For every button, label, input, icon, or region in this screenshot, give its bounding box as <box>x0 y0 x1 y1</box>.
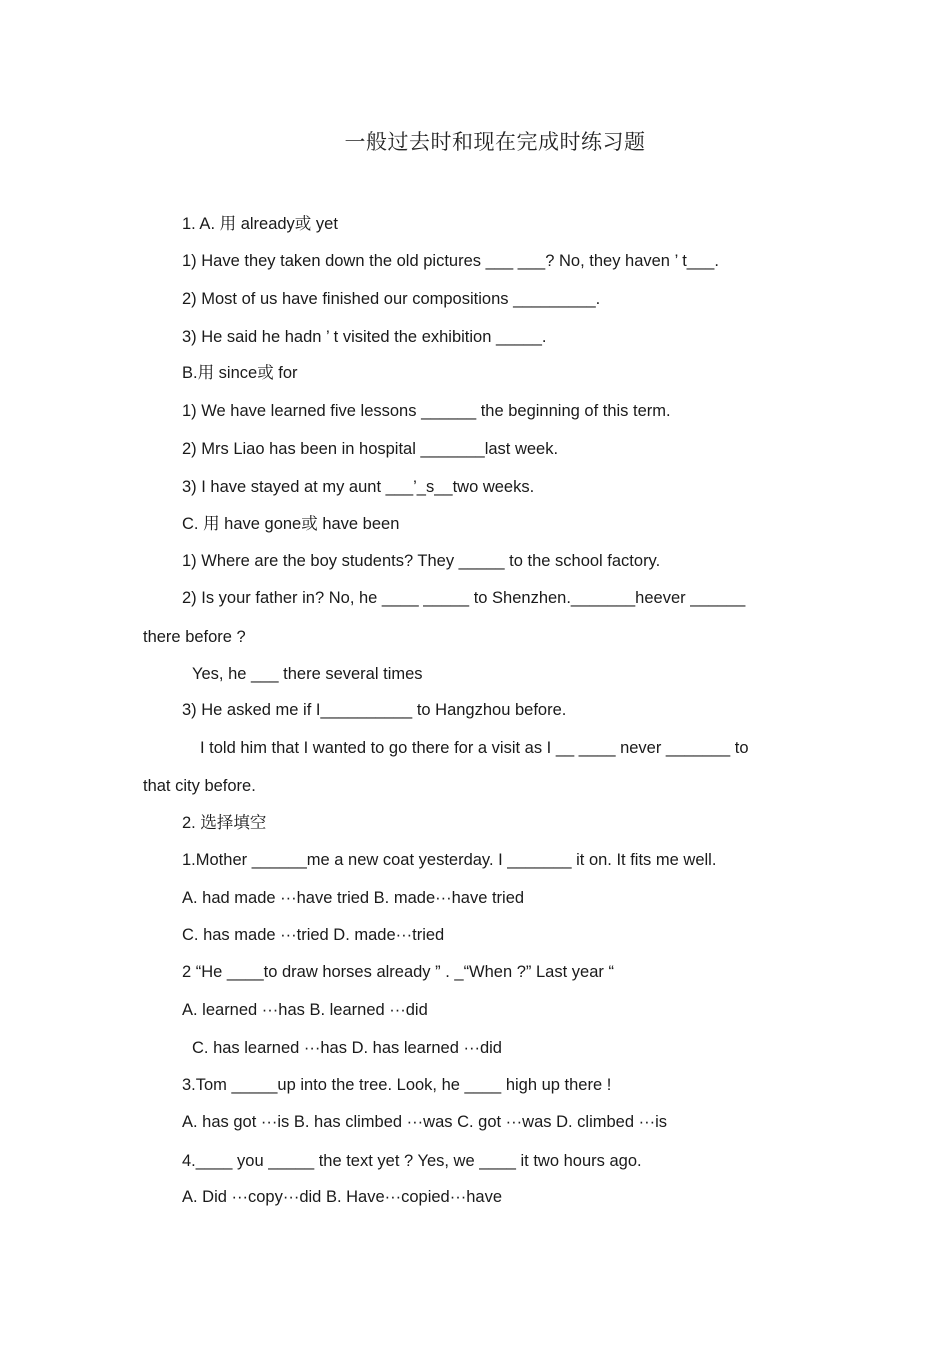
section-1c-heading: C. 用 have gone或 have been <box>182 515 400 533</box>
question-line: 3) He asked me if I__________ to Hangzhou before. <box>182 701 567 719</box>
question-line: 2) Most of us have finished our compositions _________. <box>182 290 601 308</box>
question-line: 2 “He ____to draw horses already ” . _“When ?” Last year “ <box>182 963 614 981</box>
question-line: 3) He said he hadn ’ t visited the exhibition _____. <box>182 328 547 346</box>
question-line: Yes, he ___ there several times <box>192 665 423 683</box>
answer-options: A. Did ···copy···did B. Have···copied···have <box>182 1188 503 1206</box>
section-1b-heading: B.用 since或 for <box>182 364 298 382</box>
section-2-heading: 2. 选择填空 <box>182 814 267 832</box>
question-line: 4.____ you _____ the text yet ? Yes, we ____ it two hours ago. <box>182 1152 642 1170</box>
question-line: I told him that I wanted to go there for a visit as I __ ____ never _______ to <box>200 739 749 757</box>
section-1a-heading: 1. A. 用 already或 yet <box>182 215 338 233</box>
question-line: 2) Mrs Liao has been in hospital _______last week. <box>182 440 559 458</box>
question-line-continued: there before ? <box>143 628 246 646</box>
answer-options: A. has got ···is B. has climbed ···was C. got ···was D. climbed ···is <box>182 1113 668 1131</box>
question-line-continued: that city before. <box>143 777 256 795</box>
answer-options: A. learned ···has B. learned ···did <box>182 1001 428 1019</box>
question-line: 3.Tom _____up into the tree. Look, he ____ high up there ! <box>182 1076 612 1094</box>
question-line: 1) Where are the boy students? They _____ to the school factory. <box>182 552 661 570</box>
answer-options: A. had made ···have tried B. made···have tried <box>182 889 525 907</box>
question-line: 2) Is your father in? No, he ____ _____ to Shenzhen._______heever ______ <box>182 589 746 607</box>
answer-options: C. has learned ···has D. has learned ···did <box>192 1039 502 1057</box>
question-line: 1) Have they taken down the old pictures ___ ___? No, they haven ’ t___. <box>182 252 719 270</box>
question-line: 1) We have learned five lessons ______ the beginning of this term. <box>182 402 671 420</box>
question-line: 3) I have stayed at my aunt ___’_s__two weeks. <box>182 478 535 496</box>
page-title: 一般过去时和现在完成时练习题 <box>344 130 646 154</box>
answer-options: C. has made ···tried D. made···tried <box>182 926 445 944</box>
question-line: 1.Mother ______me a new coat yesterday. I _______ it on. It fits me well. <box>182 851 717 869</box>
